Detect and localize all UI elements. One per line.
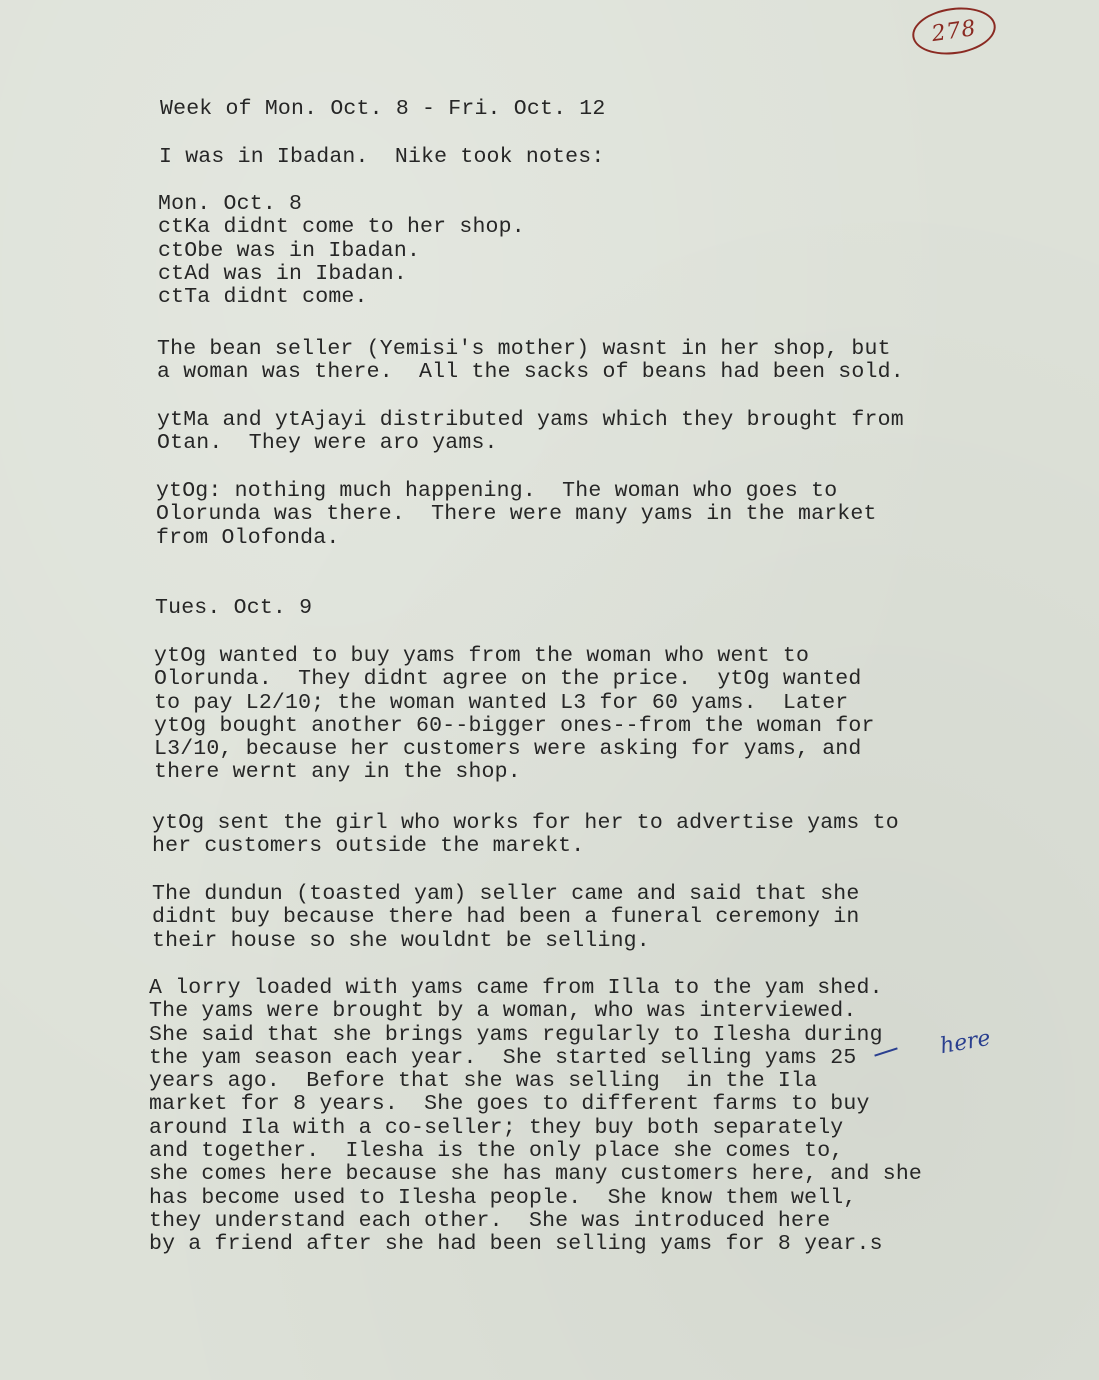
bean-seller-paragraph: The bean seller (Yemisi's mother) wasnt in her shop, but a woman was there. All the sacks of beans had been sold. — [157, 337, 904, 385]
ytog-buy-paragraph: ytOg wanted to buy yams from the woman who went to Olorunda. They didnt agree on the price. ytOg wanted to pay L2/10; the woman wanted L3 for 60 yams. Later ytOg bought another 60--bigger ones--from the woman for L3/10, because her customers were asking for yams, and there wernt any in the shop. — [154, 644, 875, 785]
lorry-paragraph: A lorry loaded with yams came from Illa to the yam shed. The yams were brought by a woman, who was interviewed. She said that she brings yams regularly to Ilesha during the yam season each year. She started selling yams 25 years ago. Before that she was selling in the Ila market for 8 years. She goes to different farms to buy around Ila with a co-seller; they buy both separately and together. Ilesha is the only place she comes to, she comes here because she has many customers here, and she has become used to Ilesha people. She know them well, they understand each other. She was introduced here by a friend after she had been selling yams for 8 year.s — [149, 976, 923, 1257]
intro-line: I was in Ibadan. Nike took notes: — [159, 145, 605, 169]
page-number-text: 278 — [929, 15, 979, 47]
week-heading: Week of Mon. Oct. 8 - Fri. Oct. 12 — [160, 97, 606, 121]
dundun-paragraph: The dundun (toasted yam) seller came and said that she didnt buy because there had been a funeral ceremony in their house so she wouldnt be selling. — [152, 882, 860, 953]
handwritten-annotation: here — [938, 1025, 993, 1060]
page-number-stamp — [909, 2, 999, 59]
monday-notes: Mon. Oct. 8 ctKa didnt come to her shop. ctObe was in Ibadan. ctAd was in Ibadan. ctTa didnt come. — [158, 192, 525, 310]
ytog-girl-paragraph: ytOg sent the girl who works for her to advertise yams to her customers outside the marekt. — [152, 811, 899, 859]
ytog-nothing-paragraph: ytOg: nothing much happening. The woman who goes to Olorunda was there. There were many yams in the market from Olofonda. — [156, 479, 877, 550]
yams-distributed-paragraph: ytMa and ytAjayi distributed yams which they brought from Otan. They were aro yams. — [157, 408, 904, 456]
tuesday-heading: Tues. Oct. 9 — [155, 596, 313, 620]
